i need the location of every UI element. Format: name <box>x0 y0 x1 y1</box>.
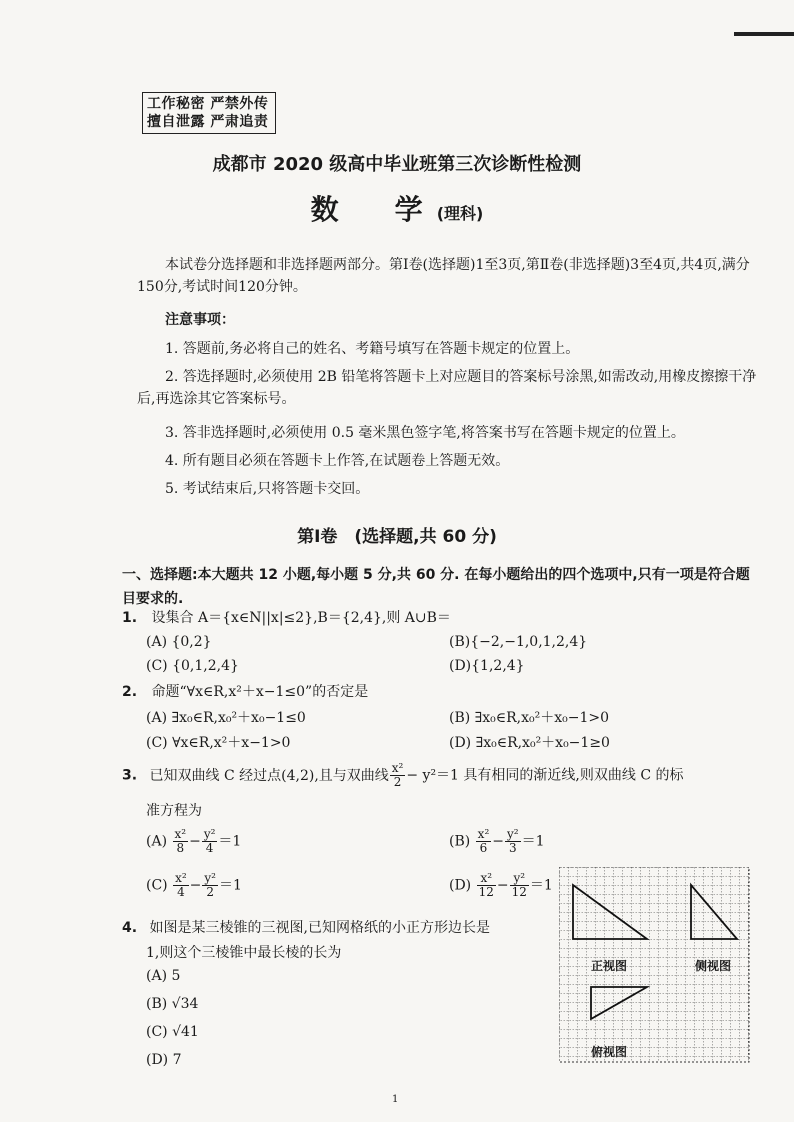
fraction-denominator: 6 <box>479 841 488 855</box>
confidential-stamp <box>142 92 276 134</box>
intro-paragraph: 本试卷分选择题和非选择题两部分。第Ⅰ卷(选择题)1至3页,第Ⅱ卷(非选择题)3至4页,共4页,满分150分,考试时间120分钟。 <box>137 257 750 295</box>
note-item-2: 2. 答选择题时,必须使用 2B 铅笔将答题卡上对应题目的答案标号涂黑,如需改动,用橡皮擦擦干净后,再选涂其它答案标号。 <box>137 369 757 407</box>
note-item-1: 1. 答题前,务必将自己的姓名、考籍号填写在答题卡规定的位置上。 <box>165 341 580 357</box>
q2-option-b: (B) ∃x₀∈R,x₀²＋x₀−1>0 <box>449 710 610 726</box>
fraction <box>477 872 496 899</box>
q2-option-c: (C) ∀x∈R,x²＋x−1>0 <box>146 735 291 751</box>
question-1-stem: 设集合 A＝{x∈N||x|≤2},B＝{2,4},则 A∪B＝ <box>151 610 451 626</box>
fraction <box>510 872 529 899</box>
q3-option-c <box>146 872 242 899</box>
fraction <box>173 828 189 855</box>
fraction-numerator: x² <box>477 827 490 841</box>
q4-option-d: (D) 7 <box>146 1052 182 1068</box>
option-label: (C) <box>146 877 168 894</box>
fraction-numerator: y² <box>204 871 216 885</box>
q2-option-d: (D) ∃x₀∈R,x₀²＋x₀−1≥0 <box>449 735 610 751</box>
fraction-denominator: 4 <box>205 841 214 855</box>
minus-sign: − <box>496 877 509 894</box>
q1-option-a: (A) {0,2} <box>146 634 212 650</box>
question-3-stem-b: − y²＝1 具有相同的渐近线,则双曲线 C 的标 <box>406 767 684 784</box>
front-view-label: 正视图 <box>591 959 628 973</box>
fraction-numerator: x² <box>175 871 187 885</box>
minus-sign: − <box>492 833 504 850</box>
q3-option-b <box>449 828 545 855</box>
three-view-figure <box>559 867 759 1071</box>
minus-sign: − <box>189 877 202 894</box>
question-4-number: 4. <box>122 920 138 936</box>
stamp-line-2: 擅自泄露 严肃追责 <box>147 114 269 130</box>
fraction-numerator: y² <box>203 827 216 841</box>
stamp-line-1: 工作秘密 严禁外传 <box>147 96 269 112</box>
q4-option-b: (B) √34 <box>146 996 199 1012</box>
fraction-denominator: 12 <box>511 885 527 899</box>
subject-heading <box>0 188 794 228</box>
fraction-denominator: 2 <box>206 885 215 899</box>
question-3 <box>122 762 683 789</box>
subject-name: 数 学 <box>310 193 437 226</box>
q3-stem-fraction <box>390 762 406 789</box>
fraction-denominator: 4 <box>177 885 185 899</box>
fraction <box>173 872 189 899</box>
fraction <box>505 828 521 855</box>
fraction-numerator: y² <box>506 827 519 841</box>
fraction <box>202 828 218 855</box>
fraction <box>202 872 218 899</box>
part1-intro: 一、选择题:本大题共 12 小题,每小题 5 分,共 60 分. 在每小题给出的四个选项中,只有一项是符合题目要求的. <box>122 567 750 607</box>
minus-sign: − <box>189 833 201 850</box>
equals-one: ＝1 <box>218 833 242 850</box>
subject-note: (理科) <box>436 204 484 223</box>
fraction-numerator: x² <box>391 761 404 775</box>
fraction-denominator: 8 <box>176 841 185 855</box>
note-item-5: 5. 考试结束后,只将答题卡交回。 <box>165 481 370 497</box>
notes-heading: 注意事项： <box>165 312 235 328</box>
note-item-3: 3. 答非选择题时,必须使用 0.5 毫米黑色签字笔,将答案书写在答题卡规定的位置上。 <box>165 425 685 441</box>
question-1 <box>122 607 451 629</box>
question-1-number: 1. <box>122 610 138 626</box>
q2-option-a: (A) ∃x₀∈R,x₀²＋x₀−1≤0 <box>146 710 306 726</box>
q1-option-b: (B){−2,−1,0,1,2,4} <box>449 634 588 650</box>
question-2 <box>122 681 368 703</box>
fraction-numerator: x² <box>174 827 187 841</box>
equals-one: ＝1 <box>521 833 545 850</box>
page-edge-mark <box>734 32 794 36</box>
exam-title: 成都市 2020 级高中毕业班第三次诊断性检测 <box>212 154 582 175</box>
q1-option-d: (D){1,2,4} <box>449 658 525 674</box>
question-4-stem-a: 如图是某三棱锥的三视图,已知网格纸的小正方形边长是 <box>149 920 490 936</box>
option-label: (D) <box>449 877 472 894</box>
note-item-4: 4. 所有题目必须在答题卡上作答,在试题卷上答题无效。 <box>165 453 510 469</box>
question-4 <box>122 917 490 939</box>
section-title: 第Ⅰ卷 (选择题,共 60 分) <box>297 527 497 547</box>
question-3-stem-c: 准方程为 <box>146 803 202 819</box>
q4-option-c: (C) √41 <box>146 1024 199 1040</box>
fraction-numerator: y² <box>510 872 529 886</box>
question-2-number: 2. <box>122 684 138 700</box>
fraction-denominator: 2 <box>393 775 402 789</box>
option-label: (A) <box>146 833 168 850</box>
fraction-numerator: x² <box>477 872 496 886</box>
q1-option-c: (C) {0,1,2,4} <box>146 658 239 674</box>
question-4-stem-b: 1,则这个三棱锥中最长棱的长为 <box>146 945 342 961</box>
side-view-label: 侧视图 <box>695 959 732 973</box>
q4-option-a: (A) 5 <box>146 968 181 984</box>
fraction-denominator: 3 <box>508 841 517 855</box>
option-label: (B) <box>449 833 471 850</box>
fraction-denominator: 12 <box>478 885 494 899</box>
top-view-label: 俯视图 <box>591 1045 628 1059</box>
fraction <box>476 828 492 855</box>
page-number: 1 <box>392 1094 399 1105</box>
q3-option-a <box>146 828 241 855</box>
question-3-stem-a: 已知双曲线 C 经过点(4,2),且与双曲线 <box>149 767 389 784</box>
question-2-stem: 命题“∀x∈R,x²＋x−1≤0”的否定是 <box>151 684 369 700</box>
equals-one: ＝1 <box>219 877 242 894</box>
equals-one: ＝1 <box>529 877 553 894</box>
q3-option-d <box>449 872 553 899</box>
question-3-number: 3. <box>122 767 138 784</box>
